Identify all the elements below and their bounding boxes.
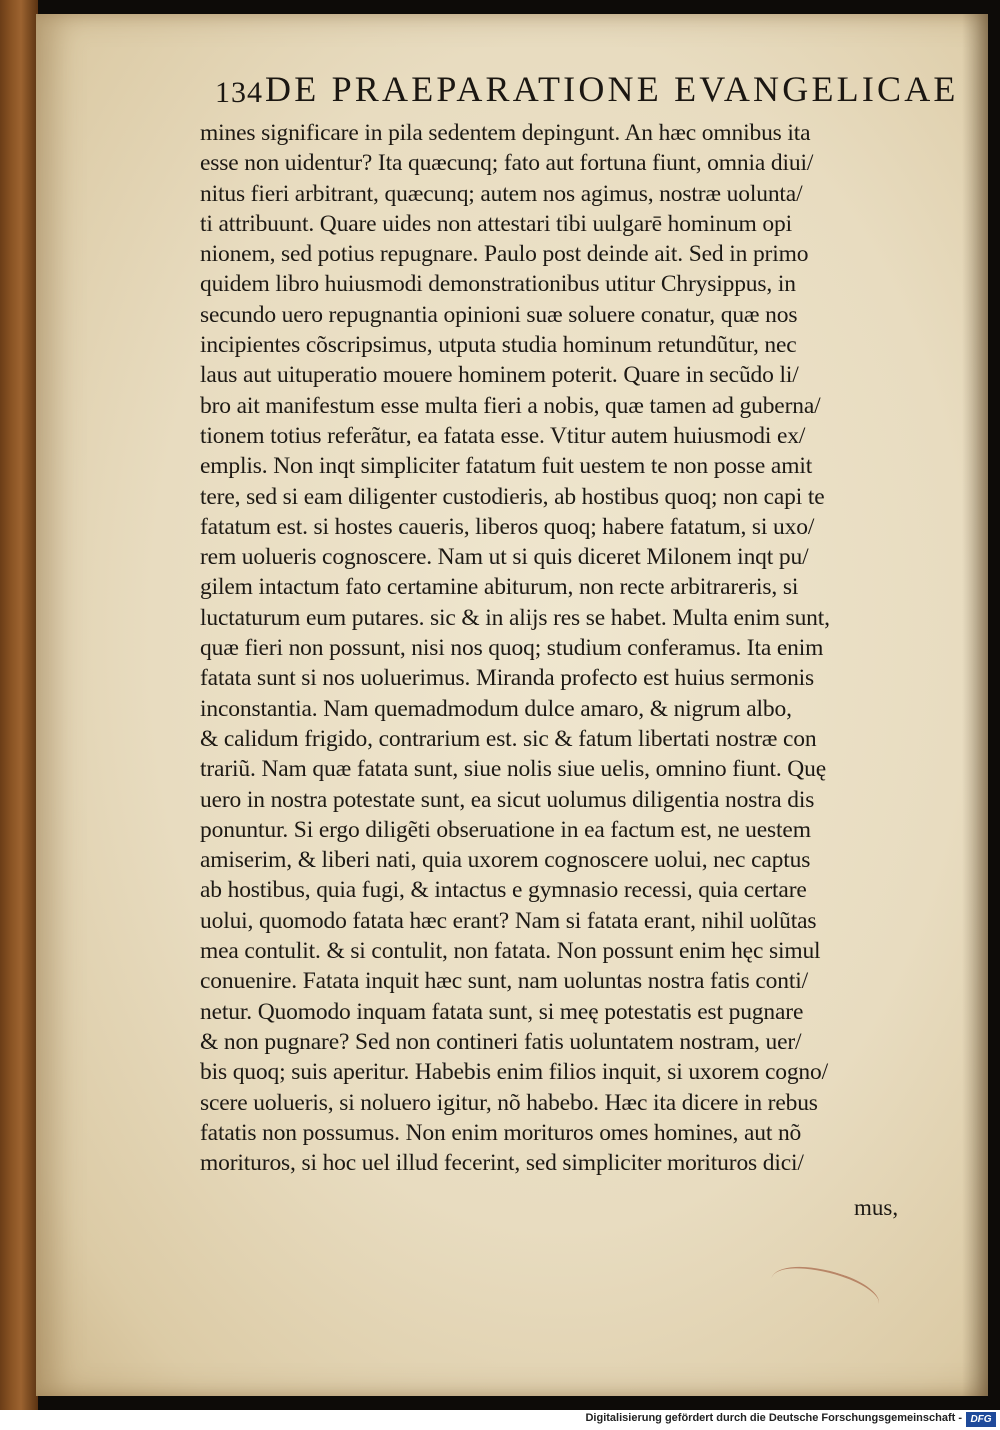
page-header	[215, 68, 959, 116]
text-line: rem uolueris cognoscere. Nam ut si quis diceret Milonem inqt pu/	[200, 544, 809, 571]
running-title: DE PRAEPARATIONE EVANGELICAE	[265, 69, 959, 109]
text-line: quæ fieri non possunt, nisi nos quoq; studium conferamus. Ita enim	[200, 635, 824, 662]
text-line: inconstantia. Nam quemadmodum dulce amaro, & nigrum albo,	[200, 695, 792, 722]
text-line: amiserim, & liberi nati, quia uxorem cognoscere uolui, nec captus	[200, 847, 811, 874]
text-line: & non pugnare? Sed non contineri fatis uoluntatem nostram, uer/	[200, 1028, 802, 1055]
text-line: emplis. Non inqt simpliciter fatatum fuit uestem te non posse amit	[200, 453, 813, 480]
text-line: esse non uidentur? Ita quæcunq; fato aut fortuna fiunt, omnia diui/	[200, 150, 814, 177]
text-line: mea contulit. & si contulit, non fatata. Non possunt enim hęc simul	[200, 938, 821, 965]
text-line: nitus fieri arbitrant, quæcunq; autem nos agimus, nostræ uolunta/	[200, 180, 803, 207]
text-line: uero in nostra potestate sunt, ea sicut uolumus diligentia nostra dis	[200, 786, 815, 813]
footer-bar	[0, 1410, 1000, 1430]
dfg-logo: DFG	[966, 1412, 996, 1427]
text-line: & calidum frigido, contrarium est. sic & fatum libertati nostræ con	[200, 725, 817, 752]
text-line: luctaturum eum putares. sic & in alijs res se habet. Multa enim sunt,	[200, 604, 830, 631]
text-line: laus aut uituperatio mouere hominem poterit. Quare in secũdo li/	[200, 362, 799, 389]
funding-credit: Digitalisierung gefördert durch die Deutsche Forschungsgemeinschaft -	[585, 1412, 962, 1424]
text-line: gilem intactum fato certamine abiturum, non recte arbitrareris, si	[200, 574, 799, 601]
text-line: nionem, sed potius repugnare. Paulo post deinde ait. Sed in primo	[200, 241, 809, 268]
text-line: ab hostibus, quia fugi, & intactus e gymnasio recessi, quia certare	[200, 877, 807, 904]
text-line: uolui, quomodo fatata hæc erant? Nam si fatata erant, nihil uolũtas	[200, 907, 817, 934]
text-line: mines significare in pila sedentem depingunt. An hæc omnibus ita	[200, 120, 811, 146]
folio-number: 134	[215, 76, 263, 109]
text-line: conuenire. Fatata inquit hæc sunt, nam uoluntas nostra fatis conti/	[200, 968, 809, 995]
text-line: tere, sed si eam diligenter custodieris, ab hostibus quoq; non capi te	[200, 483, 825, 510]
text-line: scere uolueris, si noluero igitur, nõ habebo. Hæc ita dicere in rebus	[200, 1089, 818, 1116]
text-line: tionem totius referãtur, ea fatata esse. Vtitur autem huiusmodi ex/	[200, 422, 806, 449]
text-line: fatatis non possumus. Non enim morituros omes homines, aut nõ	[200, 1119, 802, 1146]
page-gutter-shadow	[962, 14, 988, 1396]
text-line: trariũ. Nam quæ fatata sunt, siue nolis siue uelis, omnino fiunt. Quę	[200, 756, 827, 783]
text-line: ponuntur. Si ergo diligẽti obseruatione in ea factum est, ne uestem	[200, 816, 811, 843]
body-text	[200, 118, 960, 1178]
book-binding-edge	[0, 0, 38, 1410]
text-line: bro ait manifestum esse multa fieri a nobis, quæ tamen ad guberna/	[200, 392, 821, 419]
text-line: morituros, si hoc uel illud fecerint, sed simpliciter morituros dici/	[200, 1150, 804, 1177]
text-line: bis quoq; suis aperitur. Habebis enim filios inquit, si uxorem cogno/	[200, 1059, 829, 1086]
text-line: quidem libro huiusmodi demonstrationibus utitur Chrysippus, in	[200, 271, 796, 298]
text-line: netur. Quomodo inquam fatata sunt, si meę potestatis est pugnare	[200, 998, 804, 1025]
text-line: ti attribuunt. Quare uides non attestari tibi uulgarē hominum opi	[200, 210, 792, 237]
text-line: secundo uero repugnantia opinioni suæ soluere conatur, quæ nos	[200, 301, 798, 328]
text-line: fatatum est. si hostes caueris, liberos quoq; habere fatatum, si uxo/	[200, 513, 815, 540]
catchword: mus,	[854, 1195, 899, 1220]
text-line: incipientes cõscripsimus, utputa studia hominum retundũtur, nec	[200, 332, 797, 359]
text-line: fatata sunt si nos uoluerimus. Miranda profecto est huius sermonis	[200, 665, 815, 692]
